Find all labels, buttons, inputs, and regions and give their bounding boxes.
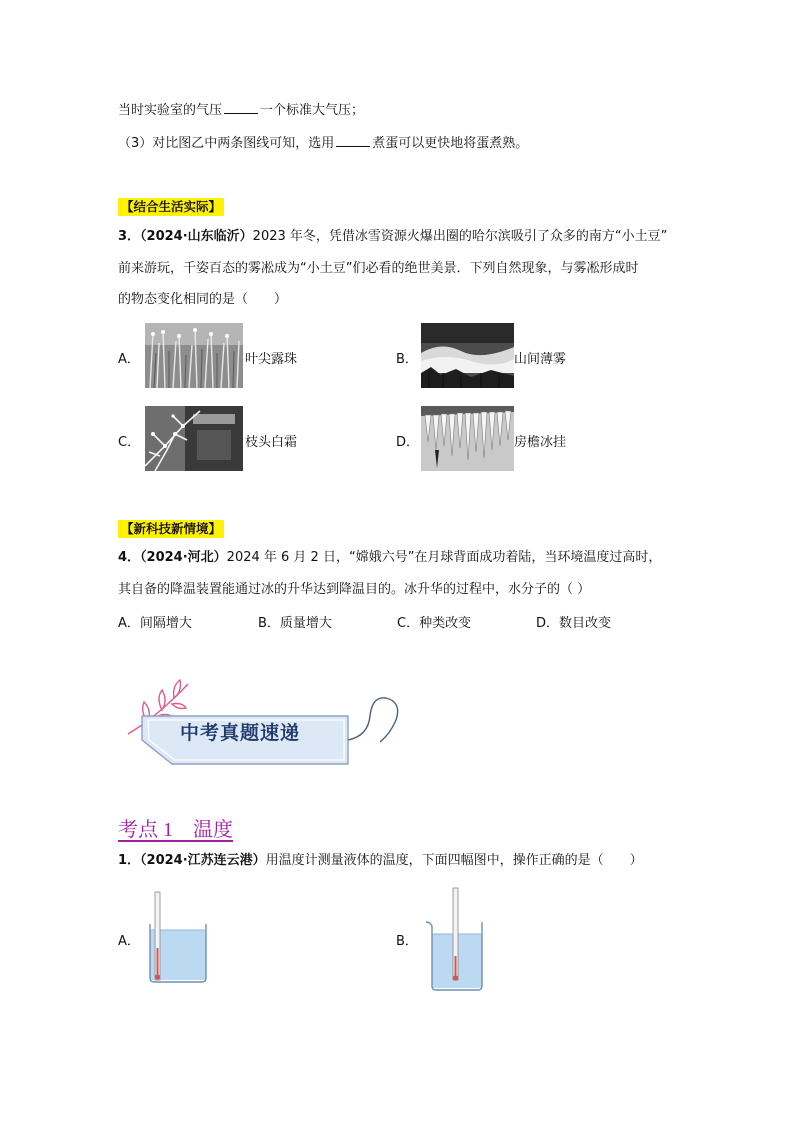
- line-text: （3）对比图乙中两条图线可知，选用: [118, 136, 335, 151]
- question-3-line-3: 的物态变化相同的是（ ）: [118, 292, 288, 307]
- option-a-label: 叶尖露珠: [245, 352, 298, 367]
- answer-blank: [336, 135, 370, 147]
- dewdrop-leaf-image: [145, 323, 243, 388]
- question-number: 4．: [118, 550, 141, 565]
- icicle-eaves-image: [421, 406, 514, 471]
- line-text: 当时实验室的气压: [118, 103, 223, 118]
- frost-branch-image: [145, 406, 243, 471]
- beaker-thermometer-a-image: [148, 888, 210, 984]
- q1-option-a-letter[interactable]: A．: [118, 934, 140, 949]
- answer-blank: [224, 102, 258, 114]
- question-1-line: [118, 852, 643, 870]
- option-d-label: 房檐冰挂: [514, 435, 567, 450]
- question-number: 1．: [118, 853, 141, 868]
- question-source: （2024·山东临沂）: [140, 229, 253, 244]
- banner-title: 中考真题速递: [180, 722, 301, 744]
- question-source: （2024·河北）: [140, 550, 227, 565]
- q4-option-b[interactable]: B．质量增大: [258, 616, 332, 631]
- text-line-pressure: [118, 102, 364, 120]
- question-text: 用温度计测量液体的温度，下面四幅图中，操作正确的是（ ）: [265, 853, 643, 868]
- question-3-line-2: 前来游玩，千姿百态的雾凇成为“小土豆”们必看的绝世美景．下列自然现象，与雾凇形成时: [118, 261, 639, 276]
- option-c-letter[interactable]: C．: [118, 435, 141, 450]
- topic-tag: 【结合生活实际】: [118, 198, 224, 216]
- q4-option-d[interactable]: D．数目改变: [536, 616, 612, 631]
- q4-option-c[interactable]: C．种类改变: [397, 616, 472, 631]
- question-text: 2024 年 6 月 2 日，“嫦娥六号”在月球背面成功着陆，当环境温度过高时，: [226, 550, 662, 565]
- question-source: （2024·江苏连云港）: [140, 853, 266, 868]
- section-title: 考点 1 温度: [118, 819, 233, 841]
- option-b-letter[interactable]: B．: [396, 352, 418, 367]
- q1-option-b-letter[interactable]: B．: [396, 934, 418, 949]
- option-d-letter[interactable]: D．: [396, 435, 420, 450]
- topic-tag: 【新科技新情境】: [118, 520, 224, 538]
- question-text: 2023 年冬，凭借冰雪资源火爆出圈的哈尔滨吸引了众多的南方“小土豆”: [252, 229, 668, 244]
- beaker-thermometer-b-image: [424, 886, 488, 992]
- question-4-line-2: 其自备的降温装置能通过冰的升华达到降温目的。冰升华的过程中，水分子的（ ）: [118, 582, 591, 597]
- option-b-label: 山间薄雾: [514, 352, 567, 367]
- mountain-fog-image: [421, 323, 514, 388]
- q4-option-a[interactable]: A．间隔增大: [118, 616, 192, 631]
- line-text: 煮蛋可以更快地将蛋煮熟。: [372, 136, 529, 151]
- option-a-letter[interactable]: A．: [118, 352, 140, 367]
- question-number: 3．: [118, 229, 141, 244]
- line-text: 一个标准大气压；: [260, 103, 365, 118]
- question-3-line-1: [118, 228, 667, 246]
- question-4-line-1: [118, 549, 661, 567]
- option-c-label: 枝头白霜: [245, 435, 298, 450]
- text-line-question-3: [118, 135, 528, 153]
- section-banner: [118, 676, 408, 776]
